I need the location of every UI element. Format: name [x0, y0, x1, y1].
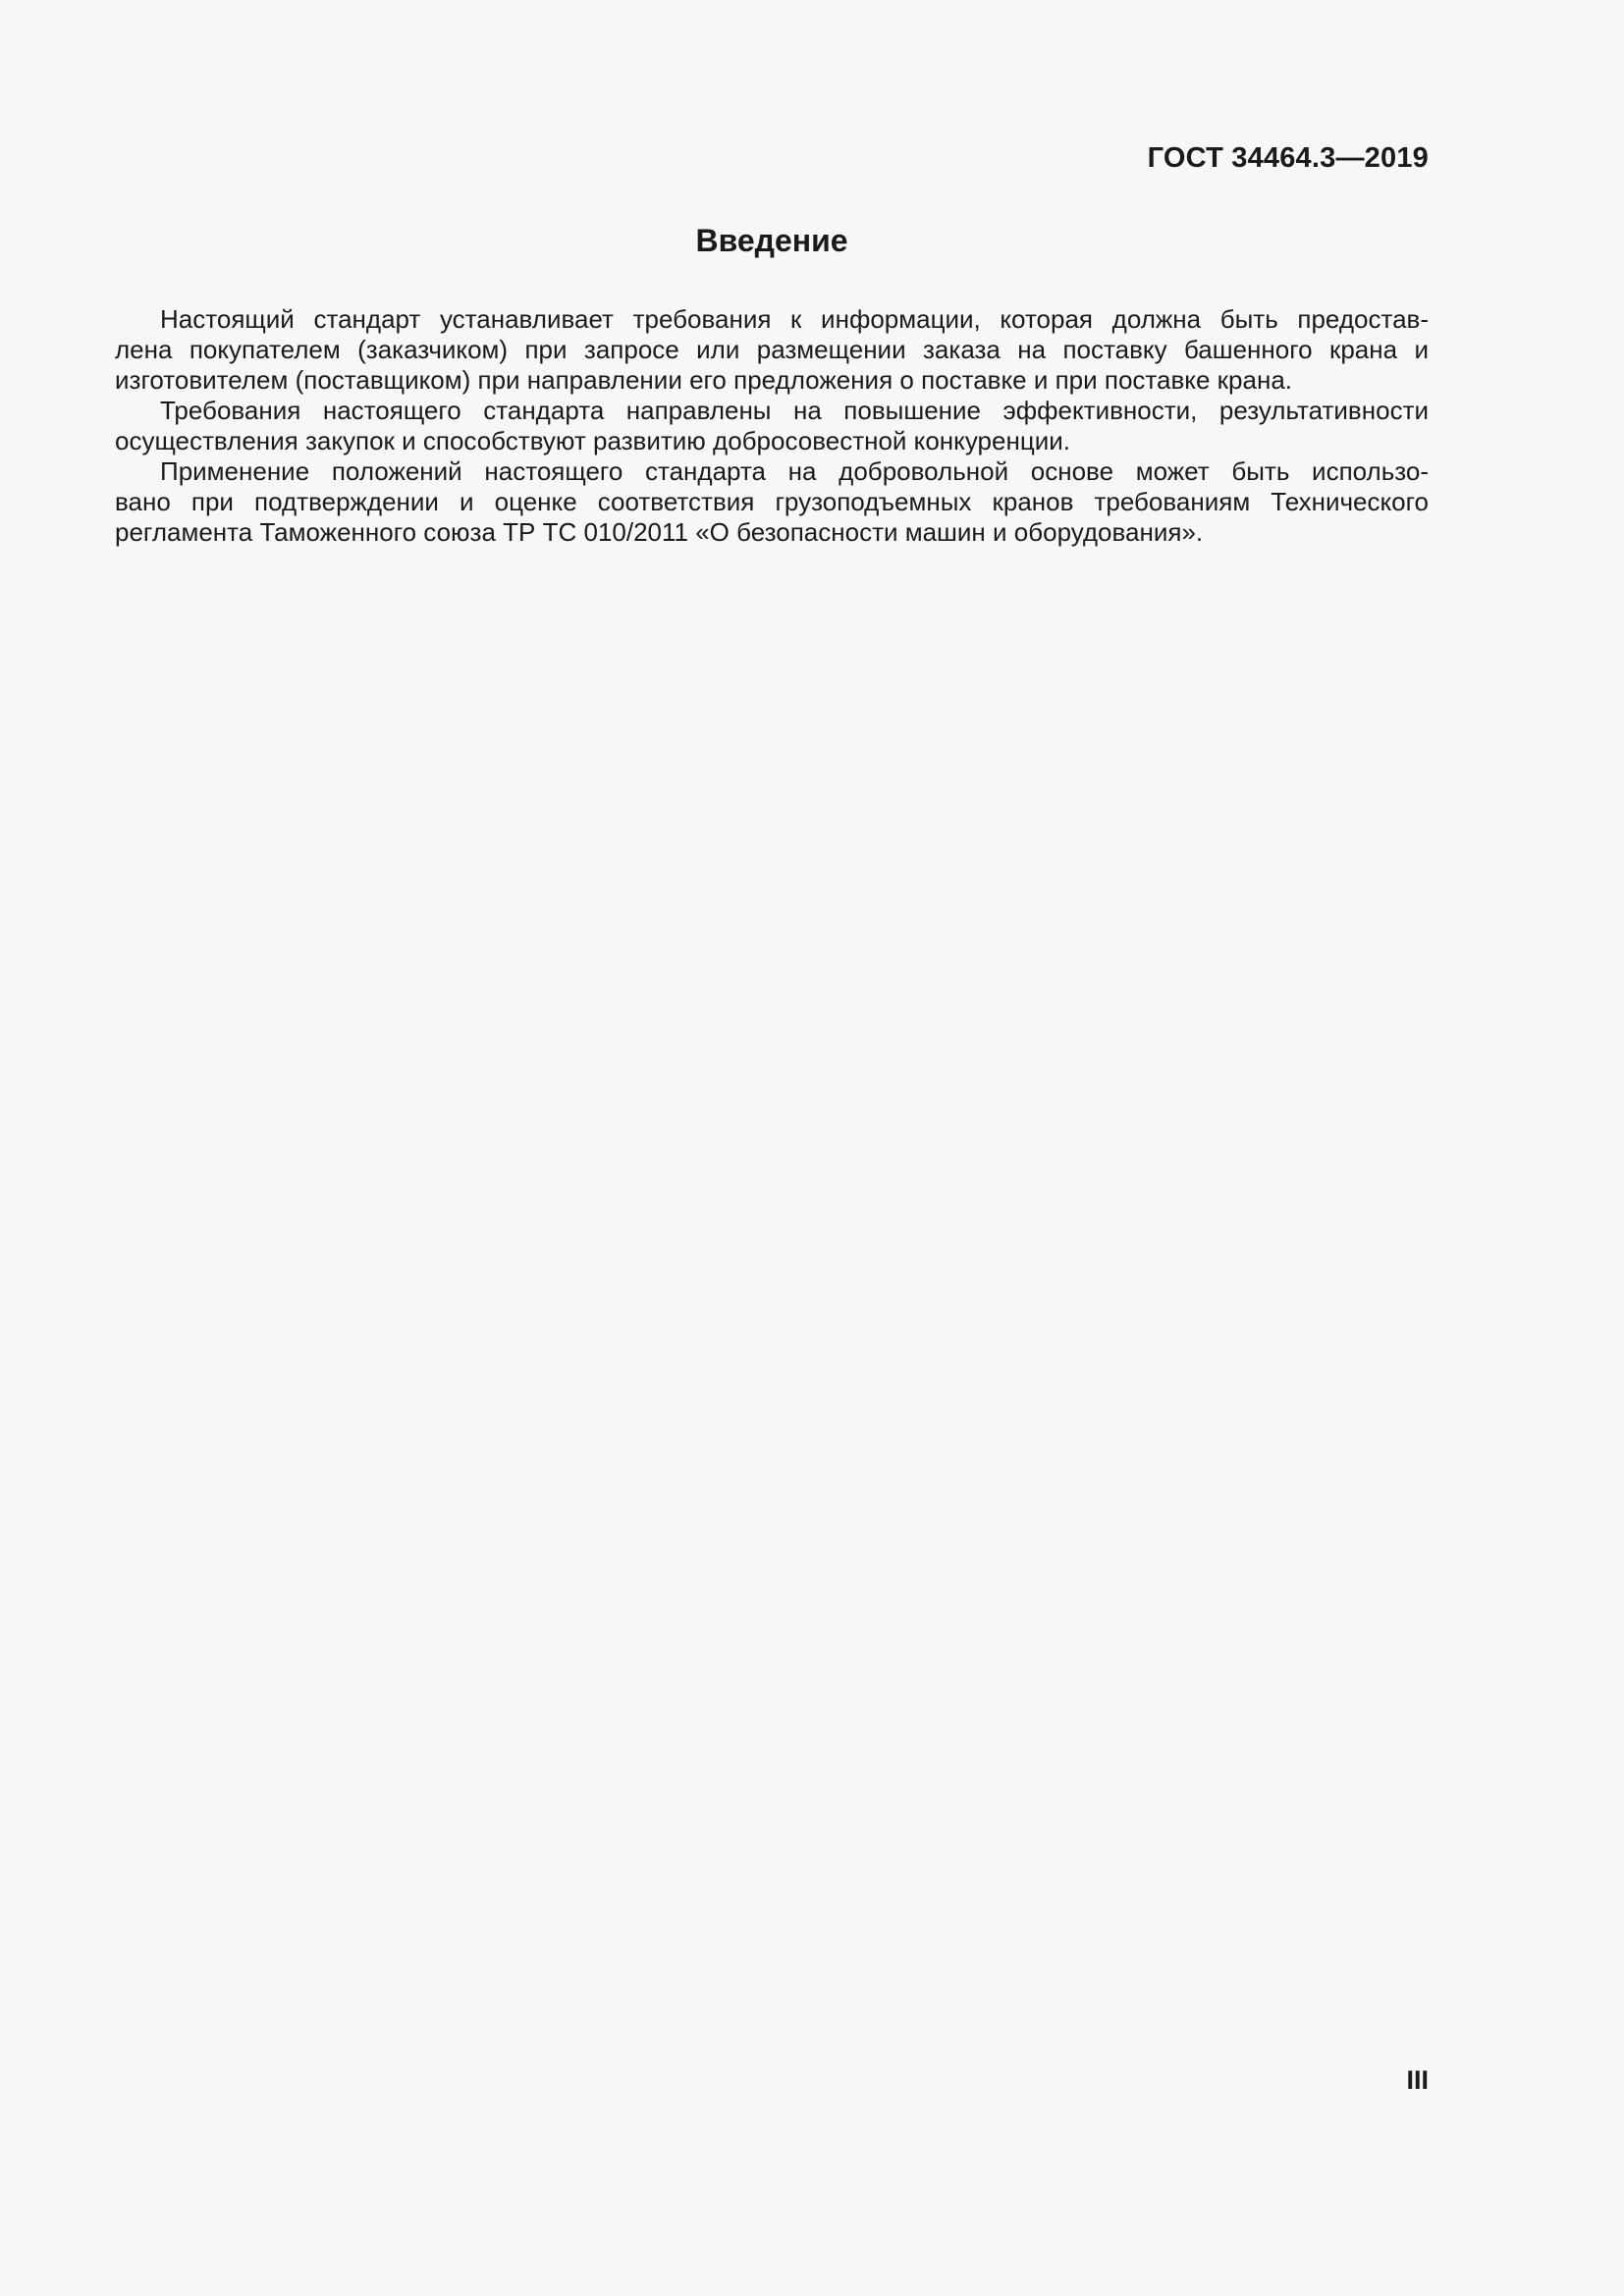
introduction-text	[115, 304, 1429, 548]
text-line: регламента Таможенного союза ТР ТС 010/2011 «О безопасности машин и оборудования».	[115, 517, 1204, 547]
text-line: вано при подтверждении и оценке соответствия грузоподъемных кранов требованиям Технического	[115, 487, 1429, 516]
paragraph	[115, 456, 1429, 548]
paragraph	[115, 396, 1429, 456]
text-line: Применение положений настоящего стандарта на добровольной основе может быть использо-	[160, 456, 1429, 486]
standard-number: ГОСТ 34464.3—2019	[1147, 142, 1429, 174]
text-line: Настоящий стандарт устанавливает требования к информации, которая должна быть предостав-	[160, 304, 1429, 334]
paragraph	[115, 304, 1429, 396]
text-line: лена покупателем (заказчиком) при запросе или размещении заказа на поставку башенного крана и	[115, 335, 1429, 364]
page-title: Введение	[695, 223, 848, 258]
page-number: III	[1406, 2065, 1429, 2095]
text-line: осуществления закупок и способствуют развитию добросовестной конкуренции.	[115, 426, 1070, 455]
text-line: изготовителем (поставщиком) при направлении его предложения о поставке и при поставке крана.	[115, 365, 1292, 395]
text-line: Требования настоящего стандарта направлены на повышение эффективности, результативности	[160, 396, 1429, 425]
